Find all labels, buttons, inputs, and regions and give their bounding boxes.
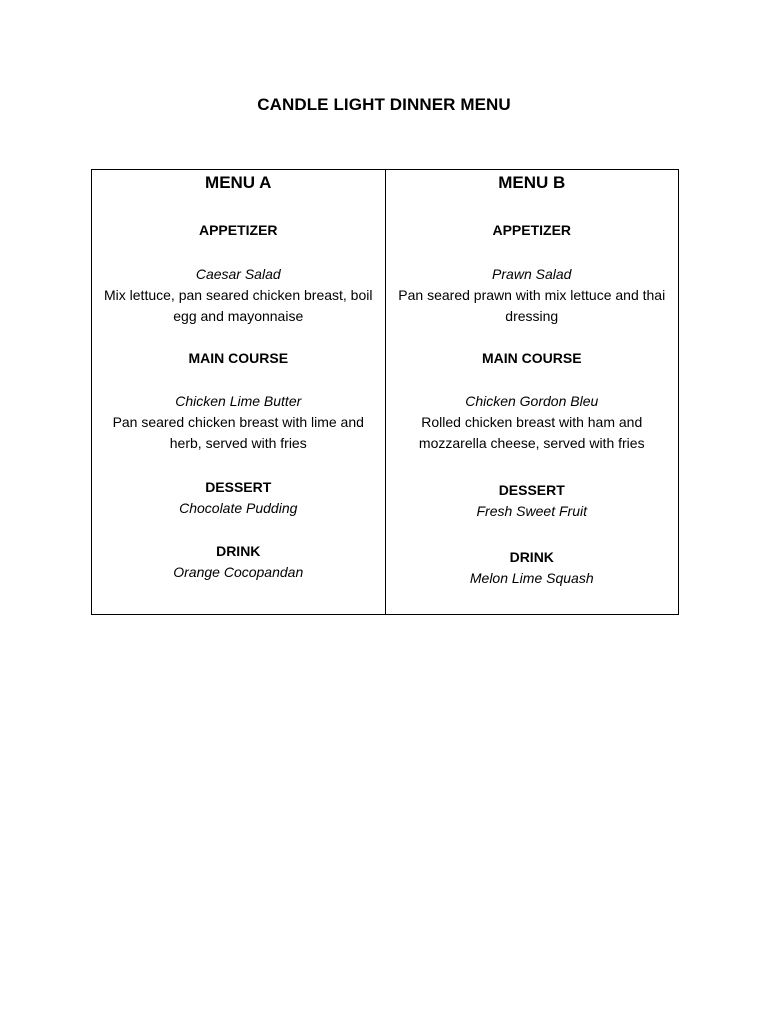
menu-b-main-course-heading: MAIN COURSE [481, 350, 582, 366]
menu-b-main-course-description: Rolled chicken breast with ham and mozzarella cheese, served with fries [418, 414, 645, 451]
page-title: CANDLE LIGHT DINNER MENU [257, 95, 511, 114]
menu-a-dessert-heading: DESSERT [205, 479, 272, 495]
menu-b-main-course-dish: Chicken Gordon Bleu [465, 393, 599, 409]
menu-a-main-course-dish: Chicken Lime Butter [175, 393, 302, 409]
menu-a-main-course-description: Pan seared chicken breast with lime and herb, served with fries [112, 414, 364, 451]
menu-a-appetizer-description: Mix lettuce, pan seared chicken breast, boil egg and mayonnaise [104, 287, 373, 324]
menu-table [91, 169, 679, 615]
menu-b-appetizer-heading: APPETIZER [492, 222, 572, 238]
menu-a-dessert-dish: Chocolate Pudding [179, 500, 298, 516]
menu-b-dessert-heading: DESSERT [498, 482, 565, 498]
menu-b-appetizer-dish: Prawn Salad [492, 266, 572, 282]
menu-b-drink-dish: Melon Lime Squash [469, 570, 594, 586]
menu-a-drink-heading: DRINK [216, 543, 261, 559]
menu-b-title: MENU B [498, 173, 566, 192]
menu-a-appetizer-dish: Caesar Salad [195, 266, 281, 282]
menu-a-appetizer-heading: APPETIZER [198, 222, 278, 238]
menu-column-b [385, 170, 679, 614]
menu-b-dessert-dish: Fresh Sweet Fruit [476, 503, 587, 519]
menu-a-title: MENU A [205, 173, 272, 192]
menu-a-drink-dish: Orange Cocopandan [173, 564, 304, 580]
menu-b-drink-heading: DRINK [509, 549, 554, 565]
menu-a-main-course-heading: MAIN COURSE [188, 350, 289, 366]
menu-column-a [92, 170, 385, 614]
menu-b-appetizer-description: Pan seared prawn with mix lettuce and thai dressing [398, 287, 666, 324]
